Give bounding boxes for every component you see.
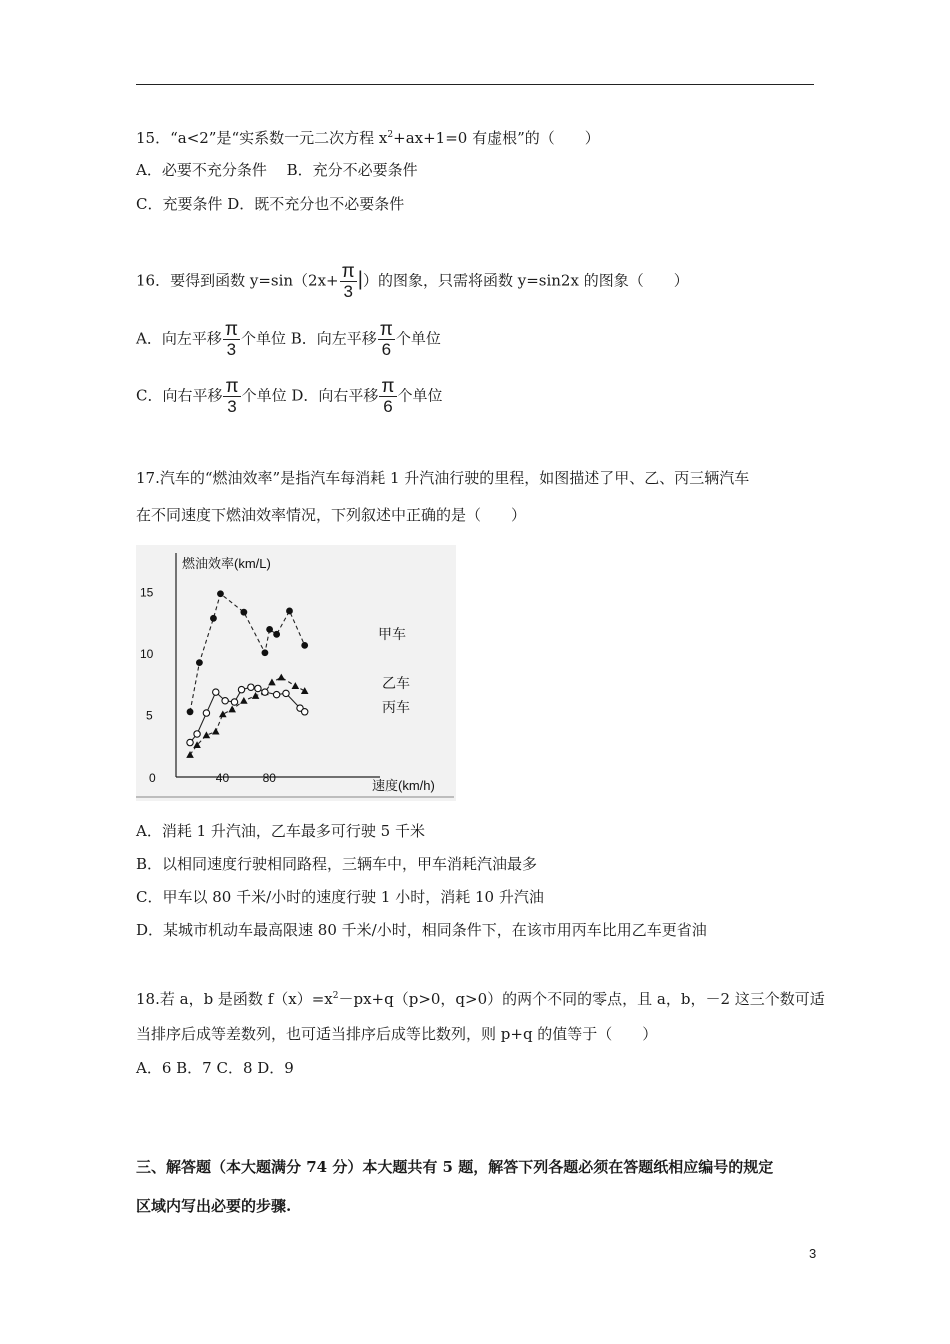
q17-option-c: C．甲车以 80 千米/小时的速度行驶 1 小时，消耗 10 升汽油: [136, 888, 544, 906]
q17-option-b: B．以相同速度行驶相同路程，三辆车中，甲车消耗汽油最多: [136, 855, 538, 873]
data-point: [213, 689, 219, 695]
y-axis-label: 燃油效率(km/L): [182, 556, 271, 571]
x-tick-label: 40: [215, 771, 230, 785]
q16-options-cd: C．向右平移 $\frac{\pi}{3}$ 个单位 D．向右平移 $\frac{\pi}{6}$ 个单位: [136, 376, 443, 416]
q17-stem-line2: 在不同速度下燃油效率情况，下列叙述中正确的是（ ）: [136, 506, 527, 524]
section3-heading-line2: 区域内写出必要的步骤.: [136, 1197, 292, 1215]
q17-stem-line1: 17.汽车的“燃油效率”是指汽车每消耗 1 升汽油行驶的里程，如图描述了甲、乙、丙三辆汽车: [136, 469, 750, 487]
page-number: 3: [809, 1246, 817, 1261]
x-axis-label: 速度(km/h): [372, 778, 435, 793]
q17-option-d: D．某城市机动车最高限速 80 千米/小时，相同条件下，在该市用丙车比用乙车更省油: [136, 921, 707, 939]
pi-over-3-fraction: $\frac{\pi}{3}$: [224, 319, 238, 359]
data-point: [273, 631, 280, 638]
q18-options: A．6 B．7 C．8 D．9: [136, 1059, 294, 1077]
data-point: [266, 626, 273, 633]
q15-options-cd: C．充要条件 D．既不充分也不必要条件: [136, 195, 405, 213]
x-tick-label: 0: [149, 771, 156, 785]
data-point: [262, 649, 269, 656]
data-point: [262, 689, 268, 695]
q16-stem: 16．要得到函数 y=sin（2x+ $\frac{\pi}{3}$ |）的图象，只需将函数 y=sin2x 的图象（ ）: [136, 261, 689, 301]
pi-over-6-fraction: $\frac{\pi}{6}$: [381, 376, 395, 416]
y-tick-label: 5: [146, 708, 153, 723]
data-point: [283, 690, 289, 696]
pi-over-3-fraction: $\frac{\pi}{3}$: [225, 376, 239, 416]
pi-over-3-fraction: $\frac{\pi}{3}$: [341, 261, 355, 301]
data-point: [222, 698, 228, 704]
series-label-yi: 乙车: [382, 675, 410, 691]
fuel-efficiency-chart: [136, 545, 456, 801]
pi-over-6-fraction: $\frac{\pi}{6}$: [379, 319, 393, 359]
data-point: [301, 642, 308, 649]
data-point: [194, 731, 200, 737]
section3-heading-line1: 三、解答题（本大题满分 74 分）本大题共有 5 题，解答下列各题必须在答题纸相应编号的规定: [136, 1158, 774, 1176]
series-label-bing: 丙车: [382, 699, 410, 715]
data-point: [217, 590, 224, 597]
chart-background: [136, 545, 456, 801]
q18-stem-line2: 当排序后成等差数列，也可适当排序后成等比数列，则 p+q 的值等于（ ）: [136, 1025, 658, 1043]
data-point: [302, 709, 308, 715]
data-point: [240, 609, 247, 616]
q16-options-ab: A．向左平移 $\frac{\pi}{3}$ 个单位 B．向左平移 $\frac{\pi}{6}$ 个单位: [136, 319, 441, 359]
data-point: [203, 710, 209, 716]
data-point: [273, 691, 279, 697]
data-point: [187, 739, 193, 745]
header-rule: [136, 84, 814, 85]
data-point: [210, 615, 217, 622]
q15-options-ab: A．必要不充分条件 B．充分不必要条件: [136, 161, 418, 179]
y-tick-label: 15: [140, 585, 154, 600]
data-point: [255, 685, 261, 691]
data-point: [286, 608, 293, 615]
q18-stem-line1: 18.若 a，b 是函数 $f(x)=x^2-px+q(p>0$，q>0）的两个不同的零点，且 a，b，－2 这三个数可适: [136, 990, 825, 1008]
data-point: [231, 699, 237, 705]
data-point: [187, 708, 194, 715]
q15-stem: 15．“a<2”是“实系数一元二次方程 $x^2+ax+1=0$ 有虚根”的（ ）: [136, 129, 600, 147]
data-point: [238, 686, 244, 692]
data-point: [196, 659, 203, 666]
y-tick-label: 10: [140, 647, 154, 661]
x-tick-label: 80: [262, 771, 276, 785]
q17-option-a: A．消耗 1 升汽油，乙车最多可行驶 5 千米: [136, 822, 425, 840]
series-label-jia: 甲车: [378, 626, 406, 642]
data-point: [248, 684, 254, 690]
